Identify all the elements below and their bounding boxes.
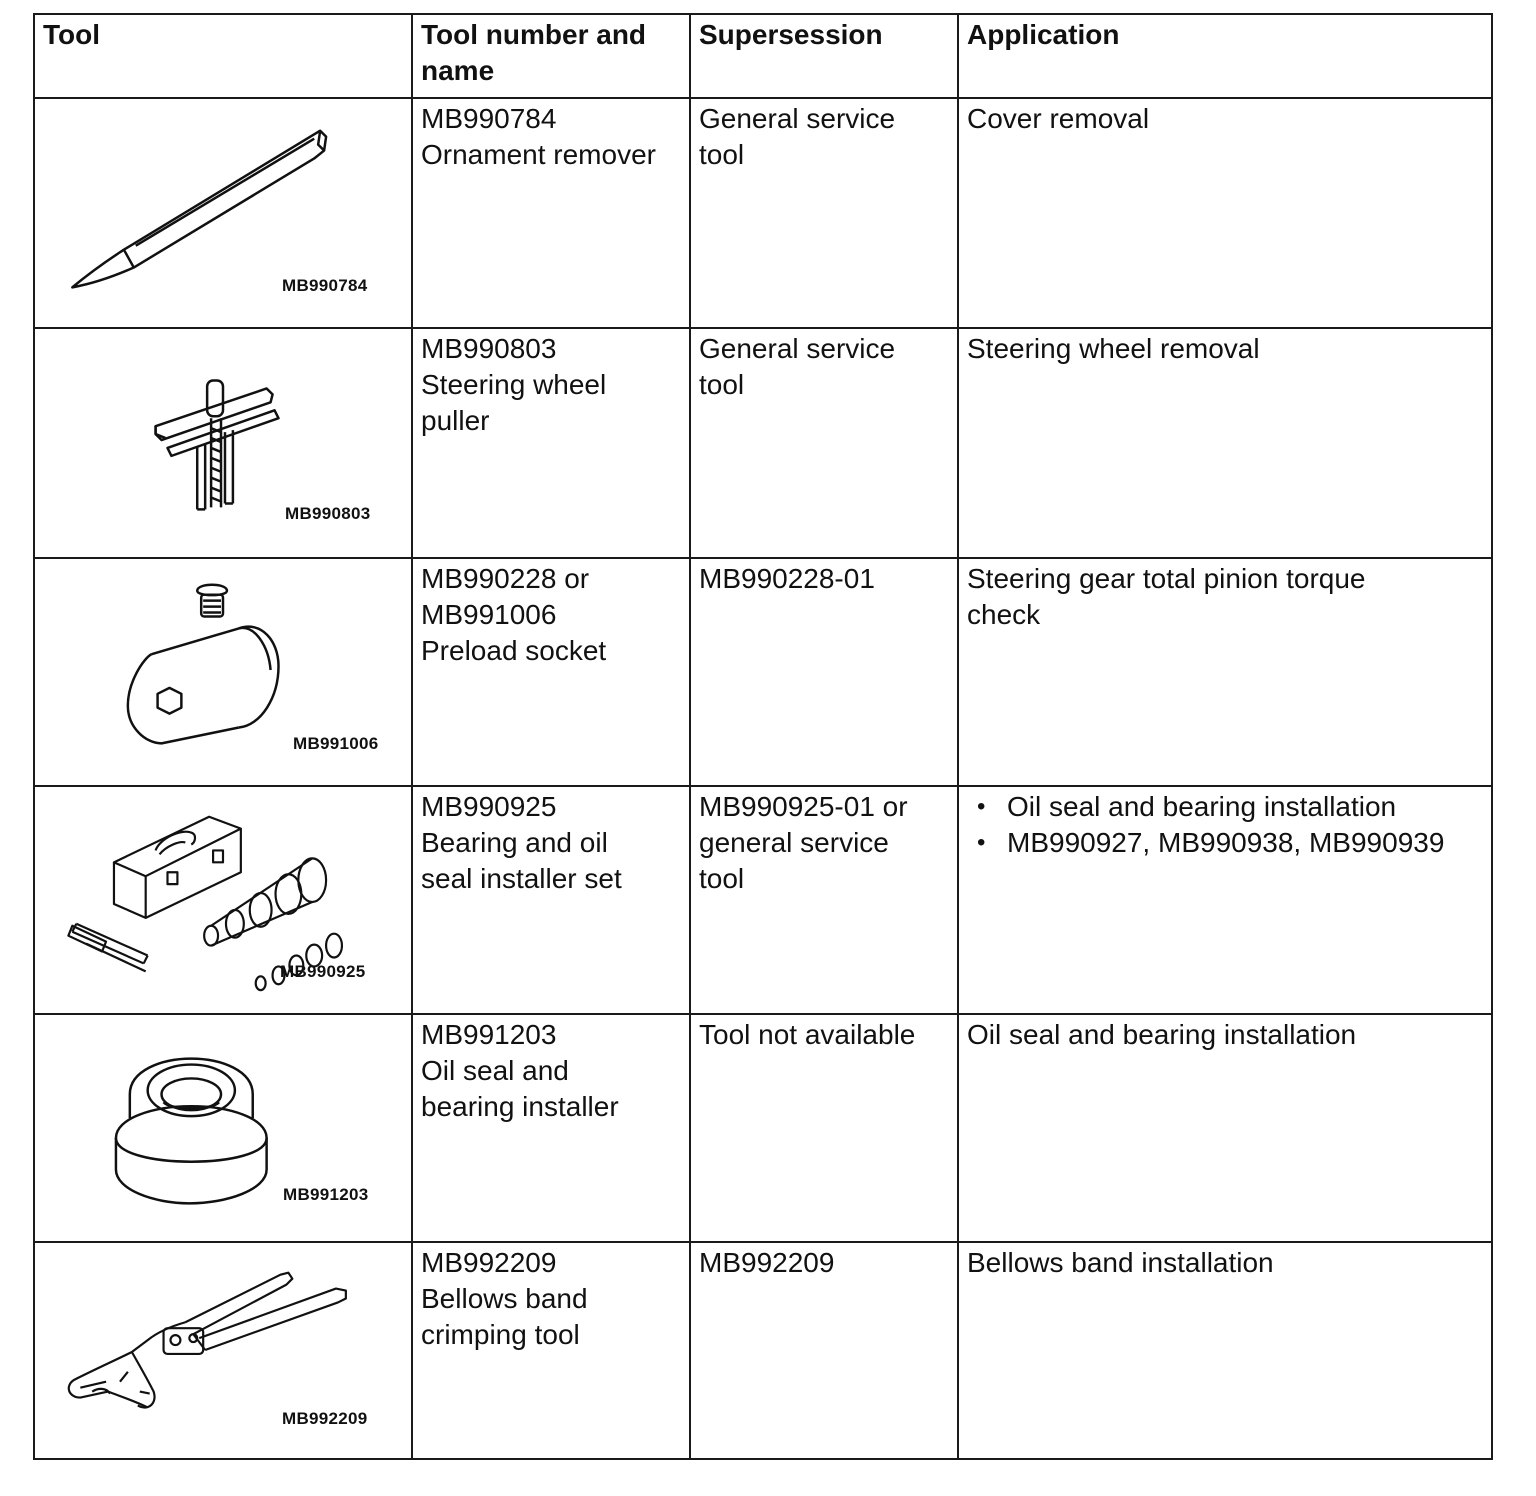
supersession-cell [690, 1014, 958, 1242]
special-tools-table [33, 13, 1493, 1460]
application-cell [958, 98, 1492, 328]
tool-number: MB990784 [421, 103, 557, 134]
application-list [967, 789, 1483, 861]
tool-image-cell [34, 1242, 412, 1459]
supersession-text: MB992209 [699, 1247, 835, 1278]
tool-image-cell [34, 328, 412, 558]
tool-name: Oil seal and [421, 1055, 569, 1086]
tool-name: bearing installer [421, 1091, 619, 1122]
header-application: Application [958, 14, 1492, 98]
tool-number-cell [412, 786, 690, 1014]
tool-number: MB991006 [421, 599, 557, 630]
header-tool: Tool [34, 14, 412, 98]
supersession-text: MB990228-01 [699, 563, 875, 594]
application-cell [958, 328, 1492, 558]
supersession-text: General service [699, 103, 896, 134]
supersession-text: tool [699, 369, 745, 400]
header-supersession: Supersession [690, 14, 958, 98]
supersession-cell [690, 786, 958, 1014]
supersession-cell [690, 1242, 958, 1459]
tool-image-cell [34, 558, 412, 786]
application-text: Steering gear total pinion torque [967, 563, 1366, 594]
supersession-cell [690, 328, 958, 558]
supersession-cell [690, 558, 958, 786]
table-row [34, 786, 1492, 1014]
application-bullet: • MB990927, MB990938, MB990939 [967, 825, 1483, 861]
tool-caption: MB990784 [282, 276, 368, 295]
supersession-text: tool [699, 139, 745, 170]
table-row [34, 558, 1492, 786]
tool-name: Ornament remover [421, 139, 656, 170]
application-text: Cover removal [967, 103, 1150, 134]
tool-number-cell [412, 1014, 690, 1242]
tool-caption: MB990803 [285, 504, 371, 523]
tool-caption: MB992209 [282, 1409, 368, 1428]
header-row [34, 14, 1492, 98]
tool-image-cell [34, 786, 412, 1014]
tool-number: MB991203 [421, 1019, 557, 1050]
tool-number: MB990228 or [421, 563, 590, 594]
application-text: Steering wheel removal [967, 333, 1260, 364]
application-cell [958, 558, 1492, 786]
tool-image-cell [34, 98, 412, 328]
bearing-installer-icon [35, 1015, 411, 1241]
application-text: check [967, 599, 1041, 630]
supersession-cell [690, 98, 958, 328]
application-cell [958, 1242, 1492, 1459]
tool-caption: MB991006 [293, 734, 379, 753]
tool-caption: MB990925 [280, 962, 366, 981]
tool-number-cell [412, 1242, 690, 1459]
supersession-text: tool [699, 863, 745, 894]
supersession-text: General service [699, 333, 896, 364]
table-row [34, 328, 1492, 558]
tool-caption: MB991203 [283, 1185, 369, 1204]
tool-name: Bellows band [421, 1283, 588, 1314]
tool-name: crimping tool [421, 1319, 580, 1350]
tool-number-cell [412, 98, 690, 328]
application-text: Bellows band installation [967, 1247, 1274, 1278]
supersession-text: Tool not available [699, 1019, 916, 1050]
tool-name: puller [421, 405, 490, 436]
table-row [34, 1242, 1492, 1459]
tool-name: Bearing and oil [421, 827, 608, 858]
tool-number-cell [412, 328, 690, 558]
tool-image-cell [34, 1014, 412, 1242]
tool-number-cell [412, 558, 690, 786]
table-row [34, 1014, 1492, 1242]
supersession-text: MB990925-01 or [699, 791, 908, 822]
supersession-text: general service [699, 827, 889, 858]
application-cell [958, 786, 1492, 1014]
tool-name: Steering wheel [421, 369, 607, 400]
application-bullet: • Oil seal and bearing installation [967, 789, 1483, 825]
tool-number: MB990803 [421, 333, 557, 364]
application-text: Oil seal and bearing installation [967, 1019, 1357, 1050]
tool-number: MB992209 [421, 1247, 557, 1278]
tool-name: Preload socket [421, 635, 607, 666]
tool-name: seal installer set [421, 863, 622, 894]
tool-number: MB990925 [421, 791, 557, 822]
header-number-name: Tool number and name [412, 14, 690, 98]
table-row [34, 98, 1492, 328]
application-cell [958, 1014, 1492, 1242]
